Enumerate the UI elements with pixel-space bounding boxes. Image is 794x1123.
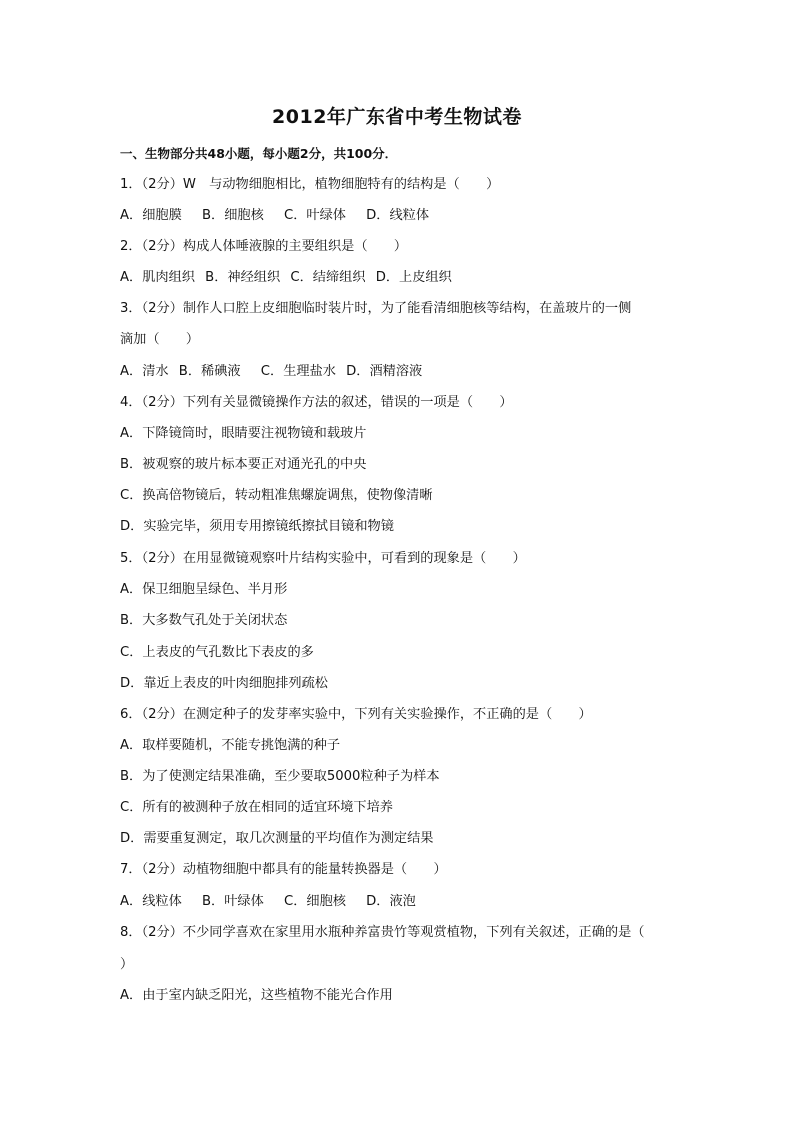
question-5-stem: 5．（2分）在用显微镜观察叶片结构实验中，可看到的现象是（ ） — [120, 551, 526, 566]
q1-option-d: D．线粒体 — [366, 208, 430, 223]
q5-option-a: A．保卫细胞呈绿色、半月形 — [120, 582, 288, 597]
q6-option-a: A．取样要随机，不能专挑饱满的种子 — [120, 738, 341, 753]
exam-title: 2012年广东省中考生物试卷 — [272, 106, 522, 128]
q6-option-b: B．为了使测定结果准确，至少要取5000粒种子为样本 — [120, 769, 440, 784]
q8-option-a: A．由于室内缺乏阳光，这些植物不能光合作用 — [120, 988, 393, 1003]
q3-option-d: D．酒精溶液 — [346, 364, 423, 379]
question-1-options — [120, 206, 690, 226]
section-heading: 一、生物部分共48小题，每小题2分，共100分． — [120, 146, 398, 161]
question-2-options — [120, 268, 690, 288]
q1-option-b: B．细胞核 — [201, 208, 264, 223]
q2-option-b: B．神经组织 — [205, 270, 281, 285]
q7-option-a: A．线粒体 — [120, 894, 182, 909]
question-8-stem-line-1: 8．（2分）不少同学喜欢在家里用水瓶种养富贵竹等观赏植物，下列有关叙述，正确的是（ — [120, 925, 645, 940]
q5-option-b: B．大多数气孔处于关闭状态 — [120, 613, 288, 628]
q7-option-b: B．叶绿体 — [201, 894, 264, 909]
question-1-stem: 1．（2分）W 与动物细胞相比，植物细胞特有的结构是（ ） — [120, 177, 500, 192]
q4-option-b: B．被观察的玻片标本要正对通光孔的中央 — [120, 457, 367, 472]
question-3-stem-line-2: 滴加（ ） — [120, 332, 200, 347]
q3-option-a: A．清水 — [120, 364, 169, 379]
q5-option-c: C．上表皮的气孔数比下表皮的多 — [120, 645, 314, 660]
q1-option-c: C．叶绿体 — [283, 208, 346, 223]
q7-option-c: C．细胞核 — [283, 894, 346, 909]
q6-option-d: D．需要重复测定，取几次测量的平均值作为测定结果 — [120, 831, 434, 846]
q4-option-c: C．换高倍物镜后，转动粗准焦螺旋调焦，使物像清晰 — [120, 488, 433, 503]
q2-option-d: D．上皮组织 — [375, 270, 452, 285]
q7-option-d: D．液泡 — [366, 894, 416, 909]
q5-option-d: D．靠近上表皮的叶肉细胞排列疏松 — [120, 676, 328, 691]
question-2-stem: 2．（2分）构成人体唾液腺的主要组织是（ ） — [120, 239, 408, 254]
q4-option-a: A．下降镜筒时，眼睛要注视物镜和载玻片 — [120, 426, 367, 441]
q3-option-c: C．生理盐水 — [260, 364, 336, 379]
q4-option-d: D．实验完毕，须用专用擦镜纸擦拭目镜和物镜 — [120, 519, 394, 534]
q2-option-a: A．肌肉组织 — [120, 270, 195, 285]
question-3-options — [120, 362, 690, 382]
q6-option-c: C．所有的被测种子放在相同的适宜环境下培养 — [120, 800, 393, 815]
q3-option-b: B．稀碘液 — [178, 364, 241, 379]
q2-option-c: C．结缔组织 — [290, 270, 366, 285]
question-7-stem: 7．（2分）动植物细胞中都具有的能量转换器是（ ） — [120, 862, 447, 877]
question-7-options — [120, 892, 690, 912]
question-4-stem: 4．（2分）下列有关显微镜操作方法的叙述，错误的一项是（ ） — [120, 395, 513, 410]
question-3-stem-line-1: 3．（2分）制作人口腔上皮细胞临时装片时，为了能看清细胞核等结构，在盖玻片的一侧 — [120, 301, 632, 316]
q1-option-a: A．细胞膜 — [120, 208, 182, 223]
question-6-stem: 6．（2分）在测定种子的发芽率实验中，下列有关实验操作，不正确的是（ ） — [120, 707, 592, 722]
question-8-stem-line-2: ） — [120, 957, 134, 972]
